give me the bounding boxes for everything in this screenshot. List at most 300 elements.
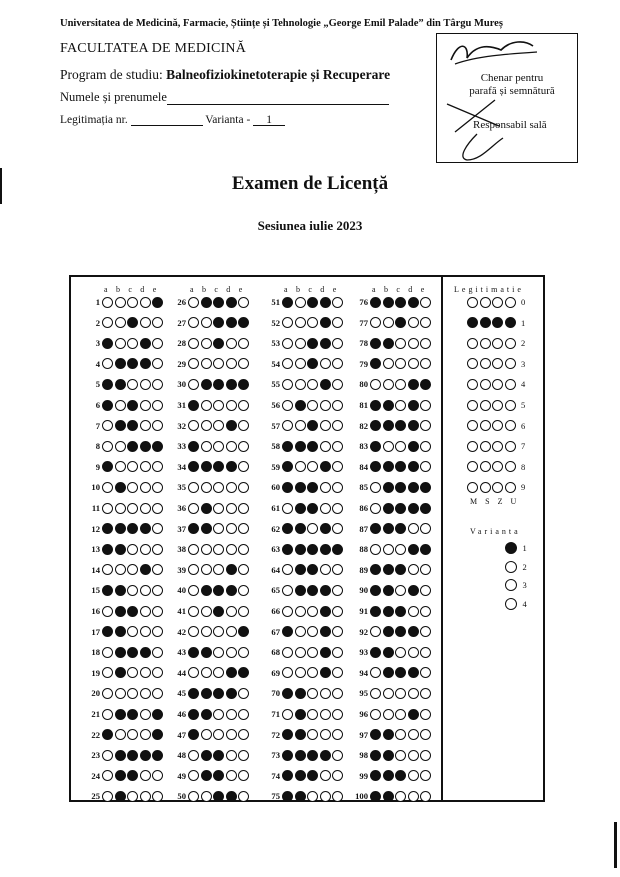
answer-bubble[interactable] (370, 647, 381, 658)
answer-bubble[interactable] (408, 482, 419, 493)
answer-bubble[interactable] (282, 729, 293, 740)
answer-bubble[interactable] (383, 441, 394, 452)
answer-bubble[interactable] (320, 626, 331, 637)
answer-bubble[interactable] (213, 297, 224, 308)
answer-bubble[interactable] (295, 626, 306, 637)
answer-bubble[interactable] (282, 688, 293, 699)
answer-bubble[interactable] (332, 606, 343, 617)
legitimatie-bubble[interactable] (467, 400, 478, 411)
legitimatie-bubble[interactable] (505, 441, 516, 452)
answer-bubble[interactable] (115, 647, 126, 658)
answer-bubble[interactable] (115, 770, 126, 781)
answer-bubble[interactable] (370, 420, 381, 431)
answer-bubble[interactable] (332, 585, 343, 596)
answer-bubble[interactable] (282, 358, 293, 369)
answer-bubble[interactable] (420, 338, 431, 349)
answer-bubble[interactable] (213, 503, 224, 514)
answer-bubble[interactable] (102, 791, 113, 802)
answer-bubble[interactable] (332, 791, 343, 802)
answer-bubble[interactable] (140, 606, 151, 617)
answer-bubble[interactable] (127, 338, 138, 349)
answer-bubble[interactable] (383, 379, 394, 390)
answer-bubble[interactable] (226, 379, 237, 390)
answer-bubble[interactable] (370, 709, 381, 720)
answer-bubble[interactable] (408, 379, 419, 390)
answer-bubble[interactable] (383, 317, 394, 328)
answer-bubble[interactable] (320, 503, 331, 514)
answer-bubble[interactable] (320, 564, 331, 575)
answer-bubble[interactable] (238, 317, 249, 328)
answer-bubble[interactable] (213, 688, 224, 699)
answer-bubble[interactable] (282, 503, 293, 514)
legitimatie-bubble[interactable] (480, 400, 491, 411)
answer-bubble[interactable] (213, 647, 224, 658)
answer-bubble[interactable] (408, 544, 419, 555)
answer-bubble[interactable] (307, 461, 318, 472)
answer-bubble[interactable] (282, 585, 293, 596)
answer-bubble[interactable] (332, 358, 343, 369)
answer-bubble[interactable] (140, 523, 151, 534)
answer-bubble[interactable] (408, 564, 419, 575)
answer-bubble[interactable] (140, 770, 151, 781)
answer-bubble[interactable] (295, 544, 306, 555)
answer-bubble[interactable] (238, 688, 249, 699)
answer-bubble[interactable] (420, 667, 431, 678)
answer-bubble[interactable] (282, 564, 293, 575)
answer-bubble[interactable] (370, 606, 381, 617)
answer-bubble[interactable] (383, 729, 394, 740)
answer-bubble[interactable] (370, 441, 381, 452)
answer-bubble[interactable] (102, 770, 113, 781)
answer-bubble[interactable] (188, 400, 199, 411)
answer-bubble[interactable] (115, 585, 126, 596)
legitimatie-bubble[interactable] (505, 400, 516, 411)
answer-bubble[interactable] (201, 297, 212, 308)
answer-bubble[interactable] (152, 667, 163, 678)
answer-bubble[interactable] (282, 606, 293, 617)
answer-bubble[interactable] (395, 358, 406, 369)
answer-bubble[interactable] (282, 441, 293, 452)
answer-bubble[interactable] (295, 338, 306, 349)
answer-bubble[interactable] (238, 770, 249, 781)
answer-bubble[interactable] (282, 482, 293, 493)
answer-bubble[interactable] (140, 750, 151, 761)
answer-bubble[interactable] (188, 564, 199, 575)
answer-bubble[interactable] (320, 750, 331, 761)
answer-bubble[interactable] (320, 770, 331, 781)
legitimatie-bubble[interactable] (480, 297, 491, 308)
answer-bubble[interactable] (332, 420, 343, 431)
answer-bubble[interactable] (383, 523, 394, 534)
legitimatie-bubble[interactable] (505, 338, 516, 349)
answer-bubble[interactable] (295, 564, 306, 575)
answer-bubble[interactable] (238, 647, 249, 658)
answer-bubble[interactable] (140, 503, 151, 514)
answer-bubble[interactable] (115, 750, 126, 761)
answer-bubble[interactable] (408, 791, 419, 802)
answer-bubble[interactable] (307, 297, 318, 308)
answer-bubble[interactable] (238, 482, 249, 493)
answer-bubble[interactable] (395, 647, 406, 658)
answer-bubble[interactable] (383, 606, 394, 617)
answer-bubble[interactable] (238, 791, 249, 802)
answer-bubble[interactable] (307, 791, 318, 802)
answer-bubble[interactable] (226, 420, 237, 431)
answer-bubble[interactable] (115, 709, 126, 720)
answer-bubble[interactable] (226, 688, 237, 699)
answer-bubble[interactable] (201, 564, 212, 575)
answer-bubble[interactable] (332, 523, 343, 534)
answer-bubble[interactable] (102, 461, 113, 472)
legitimatie-bubble[interactable] (492, 338, 503, 349)
answer-bubble[interactable] (420, 585, 431, 596)
legitimatie-bubble[interactable] (467, 482, 478, 493)
answer-bubble[interactable] (295, 400, 306, 411)
answer-bubble[interactable] (408, 606, 419, 617)
answer-bubble[interactable] (152, 523, 163, 534)
answer-bubble[interactable] (370, 626, 381, 637)
answer-bubble[interactable] (226, 709, 237, 720)
answer-bubble[interactable] (320, 544, 331, 555)
answer-bubble[interactable] (282, 317, 293, 328)
answer-bubble[interactable] (307, 564, 318, 575)
answer-bubble[interactable] (295, 667, 306, 678)
answer-bubble[interactable] (201, 770, 212, 781)
answer-bubble[interactable] (188, 523, 199, 534)
answer-bubble[interactable] (127, 626, 138, 637)
answer-bubble[interactable] (420, 688, 431, 699)
answer-bubble[interactable] (127, 317, 138, 328)
answer-bubble[interactable] (201, 358, 212, 369)
answer-bubble[interactable] (102, 441, 113, 452)
answer-bubble[interactable] (282, 461, 293, 472)
answer-bubble[interactable] (102, 379, 113, 390)
answer-bubble[interactable] (152, 461, 163, 472)
answer-bubble[interactable] (370, 688, 381, 699)
answer-bubble[interactable] (370, 523, 381, 534)
answer-bubble[interactable] (295, 441, 306, 452)
legitimatie-bubble[interactable] (467, 379, 478, 390)
answer-bubble[interactable] (282, 400, 293, 411)
legitimatie-bubble[interactable] (505, 461, 516, 472)
answer-bubble[interactable] (201, 317, 212, 328)
answer-bubble[interactable] (213, 791, 224, 802)
answer-bubble[interactable] (102, 750, 113, 761)
answer-bubble[interactable] (307, 647, 318, 658)
answer-bubble[interactable] (395, 729, 406, 740)
answer-bubble[interactable] (226, 647, 237, 658)
answer-bubble[interactable] (238, 420, 249, 431)
answer-bubble[interactable] (140, 400, 151, 411)
answer-bubble[interactable] (226, 606, 237, 617)
answer-bubble[interactable] (226, 317, 237, 328)
legitimatie-bubble[interactable] (480, 379, 491, 390)
answer-bubble[interactable] (140, 420, 151, 431)
answer-bubble[interactable] (102, 564, 113, 575)
answer-bubble[interactable] (213, 709, 224, 720)
answer-bubble[interactable] (395, 750, 406, 761)
answer-bubble[interactable] (115, 523, 126, 534)
answer-bubble[interactable] (127, 709, 138, 720)
answer-bubble[interactable] (140, 626, 151, 637)
answer-bubble[interactable] (188, 297, 199, 308)
answer-bubble[interactable] (213, 750, 224, 761)
answer-bubble[interactable] (226, 400, 237, 411)
answer-bubble[interactable] (295, 606, 306, 617)
answer-bubble[interactable] (332, 688, 343, 699)
answer-bubble[interactable] (226, 626, 237, 637)
answer-bubble[interactable] (188, 626, 199, 637)
answer-bubble[interactable] (238, 626, 249, 637)
answer-bubble[interactable] (140, 729, 151, 740)
answer-bubble[interactable] (395, 503, 406, 514)
answer-bubble[interactable] (370, 667, 381, 678)
answer-bubble[interactable] (152, 750, 163, 761)
answer-bubble[interactable] (213, 564, 224, 575)
answer-bubble[interactable] (152, 647, 163, 658)
answer-bubble[interactable] (152, 564, 163, 575)
answer-bubble[interactable] (115, 626, 126, 637)
answer-bubble[interactable] (383, 626, 394, 637)
answer-bubble[interactable] (201, 544, 212, 555)
answer-bubble[interactable] (395, 564, 406, 575)
answer-bubble[interactable] (307, 688, 318, 699)
answer-bubble[interactable] (332, 626, 343, 637)
answer-bubble[interactable] (408, 461, 419, 472)
answer-bubble[interactable] (127, 420, 138, 431)
answer-bubble[interactable] (383, 400, 394, 411)
legitimatie-bubble[interactable] (467, 338, 478, 349)
answer-bubble[interactable] (140, 688, 151, 699)
answer-bubble[interactable] (238, 461, 249, 472)
answer-bubble[interactable] (226, 297, 237, 308)
answer-bubble[interactable] (307, 503, 318, 514)
answer-bubble[interactable] (226, 585, 237, 596)
answer-bubble[interactable] (140, 791, 151, 802)
answer-bubble[interactable] (152, 544, 163, 555)
answer-bubble[interactable] (127, 564, 138, 575)
answer-bubble[interactable] (408, 338, 419, 349)
answer-bubble[interactable] (188, 503, 199, 514)
legitimatie-bubble[interactable] (505, 358, 516, 369)
answer-bubble[interactable] (213, 606, 224, 617)
answer-bubble[interactable] (102, 420, 113, 431)
answer-bubble[interactable] (408, 667, 419, 678)
answer-bubble[interactable] (307, 420, 318, 431)
answer-bubble[interactable] (152, 379, 163, 390)
answer-bubble[interactable] (332, 297, 343, 308)
answer-bubble[interactable] (115, 297, 126, 308)
answer-bubble[interactable] (395, 379, 406, 390)
answer-bubble[interactable] (238, 338, 249, 349)
answer-bubble[interactable] (383, 791, 394, 802)
answer-bubble[interactable] (226, 503, 237, 514)
answer-bubble[interactable] (152, 688, 163, 699)
answer-bubble[interactable] (238, 606, 249, 617)
legitimatie-bubble[interactable] (480, 482, 491, 493)
answer-bubble[interactable] (320, 297, 331, 308)
answer-bubble[interactable] (226, 482, 237, 493)
answer-bubble[interactable] (213, 441, 224, 452)
answer-bubble[interactable] (320, 709, 331, 720)
answer-bubble[interactable] (295, 523, 306, 534)
answer-bubble[interactable] (395, 400, 406, 411)
answer-bubble[interactable] (420, 544, 431, 555)
answer-bubble[interactable] (295, 770, 306, 781)
answer-bubble[interactable] (295, 585, 306, 596)
answer-bubble[interactable] (226, 461, 237, 472)
answer-bubble[interactable] (420, 626, 431, 637)
answer-bubble[interactable] (295, 317, 306, 328)
answer-bubble[interactable] (127, 647, 138, 658)
answer-bubble[interactable] (115, 729, 126, 740)
answer-bubble[interactable] (395, 688, 406, 699)
answer-bubble[interactable] (201, 461, 212, 472)
answer-bubble[interactable] (102, 647, 113, 658)
answer-bubble[interactable] (115, 791, 126, 802)
answer-bubble[interactable] (395, 523, 406, 534)
legitimatie-bubble[interactable] (492, 297, 503, 308)
answer-bubble[interactable] (102, 544, 113, 555)
answer-bubble[interactable] (420, 379, 431, 390)
answer-bubble[interactable] (332, 379, 343, 390)
answer-bubble[interactable] (115, 544, 126, 555)
legitimatie-bubble[interactable] (467, 358, 478, 369)
answer-bubble[interactable] (201, 729, 212, 740)
answer-bubble[interactable] (238, 400, 249, 411)
answer-bubble[interactable] (395, 667, 406, 678)
answer-bubble[interactable] (152, 606, 163, 617)
answer-bubble[interactable] (383, 503, 394, 514)
legitimatie-bubble[interactable] (505, 420, 516, 431)
answer-bubble[interactable] (102, 729, 113, 740)
legitimatie-bubble[interactable] (492, 379, 503, 390)
answer-bubble[interactable] (383, 688, 394, 699)
answer-bubble[interactable] (152, 441, 163, 452)
answer-bubble[interactable] (188, 317, 199, 328)
answer-bubble[interactable] (152, 317, 163, 328)
answer-bubble[interactable] (420, 709, 431, 720)
answer-bubble[interactable] (213, 626, 224, 637)
legitimatie-bubble[interactable] (467, 461, 478, 472)
legitimatie-bubble[interactable] (505, 482, 516, 493)
legitimatie-bubble[interactable] (492, 461, 503, 472)
answer-bubble[interactable] (370, 379, 381, 390)
answer-bubble[interactable] (102, 626, 113, 637)
answer-bubble[interactable] (140, 358, 151, 369)
answer-bubble[interactable] (226, 770, 237, 781)
answer-bubble[interactable] (383, 544, 394, 555)
answer-bubble[interactable] (213, 544, 224, 555)
answer-bubble[interactable] (408, 420, 419, 431)
answer-bubble[interactable] (152, 503, 163, 514)
answer-bubble[interactable] (115, 482, 126, 493)
legitimatie-bubble[interactable] (492, 317, 503, 328)
answer-bubble[interactable] (383, 420, 394, 431)
answer-bubble[interactable] (238, 564, 249, 575)
answer-bubble[interactable] (115, 400, 126, 411)
answer-bubble[interactable] (383, 750, 394, 761)
legitimatie-bubble[interactable] (492, 400, 503, 411)
answer-bubble[interactable] (282, 647, 293, 658)
answer-bubble[interactable] (320, 482, 331, 493)
answer-bubble[interactable] (238, 441, 249, 452)
answer-bubble[interactable] (188, 482, 199, 493)
answer-bubble[interactable] (226, 441, 237, 452)
answer-bubble[interactable] (370, 585, 381, 596)
answer-bubble[interactable] (395, 544, 406, 555)
answer-bubble[interactable] (370, 770, 381, 781)
answer-bubble[interactable] (152, 770, 163, 781)
answer-bubble[interactable] (188, 770, 199, 781)
answer-bubble[interactable] (370, 297, 381, 308)
answer-bubble[interactable] (408, 770, 419, 781)
answer-bubble[interactable] (140, 564, 151, 575)
answer-bubble[interactable] (332, 441, 343, 452)
answer-bubble[interactable] (307, 400, 318, 411)
answer-bubble[interactable] (370, 400, 381, 411)
answer-bubble[interactable] (152, 791, 163, 802)
answer-bubble[interactable] (420, 606, 431, 617)
answer-bubble[interactable] (307, 729, 318, 740)
answer-bubble[interactable] (140, 297, 151, 308)
answer-bubble[interactable] (295, 688, 306, 699)
answer-bubble[interactable] (152, 297, 163, 308)
answer-bubble[interactable] (282, 420, 293, 431)
answer-bubble[interactable] (408, 626, 419, 637)
answer-bubble[interactable] (140, 441, 151, 452)
answer-bubble[interactable] (102, 606, 113, 617)
answer-bubble[interactable] (152, 482, 163, 493)
answer-bubble[interactable] (188, 461, 199, 472)
answer-bubble[interactable] (420, 647, 431, 658)
legitimatie-bubble[interactable] (492, 420, 503, 431)
answer-bubble[interactable] (140, 647, 151, 658)
answer-bubble[interactable] (383, 358, 394, 369)
answer-bubble[interactable] (320, 379, 331, 390)
answer-bubble[interactable] (320, 358, 331, 369)
answer-bubble[interactable] (295, 358, 306, 369)
answer-bubble[interactable] (295, 461, 306, 472)
answer-bubble[interactable] (320, 791, 331, 802)
answer-bubble[interactable] (320, 461, 331, 472)
answer-bubble[interactable] (115, 606, 126, 617)
answer-bubble[interactable] (332, 667, 343, 678)
answer-bubble[interactable] (282, 297, 293, 308)
answer-bubble[interactable] (188, 338, 199, 349)
answer-bubble[interactable] (320, 606, 331, 617)
answer-bubble[interactable] (226, 523, 237, 534)
answer-bubble[interactable] (408, 585, 419, 596)
answer-bubble[interactable] (295, 420, 306, 431)
answer-bubble[interactable] (238, 709, 249, 720)
answer-bubble[interactable] (152, 358, 163, 369)
answer-bubble[interactable] (383, 770, 394, 781)
legitimatie-bubble[interactable] (505, 317, 516, 328)
answer-bubble[interactable] (420, 503, 431, 514)
answer-bubble[interactable] (307, 750, 318, 761)
answer-bubble[interactable] (307, 585, 318, 596)
answer-bubble[interactable] (226, 544, 237, 555)
answer-bubble[interactable] (115, 688, 126, 699)
answer-bubble[interactable] (127, 503, 138, 514)
answer-bubble[interactable] (213, 358, 224, 369)
legitimatie-bubble[interactable] (492, 482, 503, 493)
answer-bubble[interactable] (408, 729, 419, 740)
answer-bubble[interactable] (102, 503, 113, 514)
answer-bubble[interactable] (201, 667, 212, 678)
answer-bubble[interactable] (140, 709, 151, 720)
